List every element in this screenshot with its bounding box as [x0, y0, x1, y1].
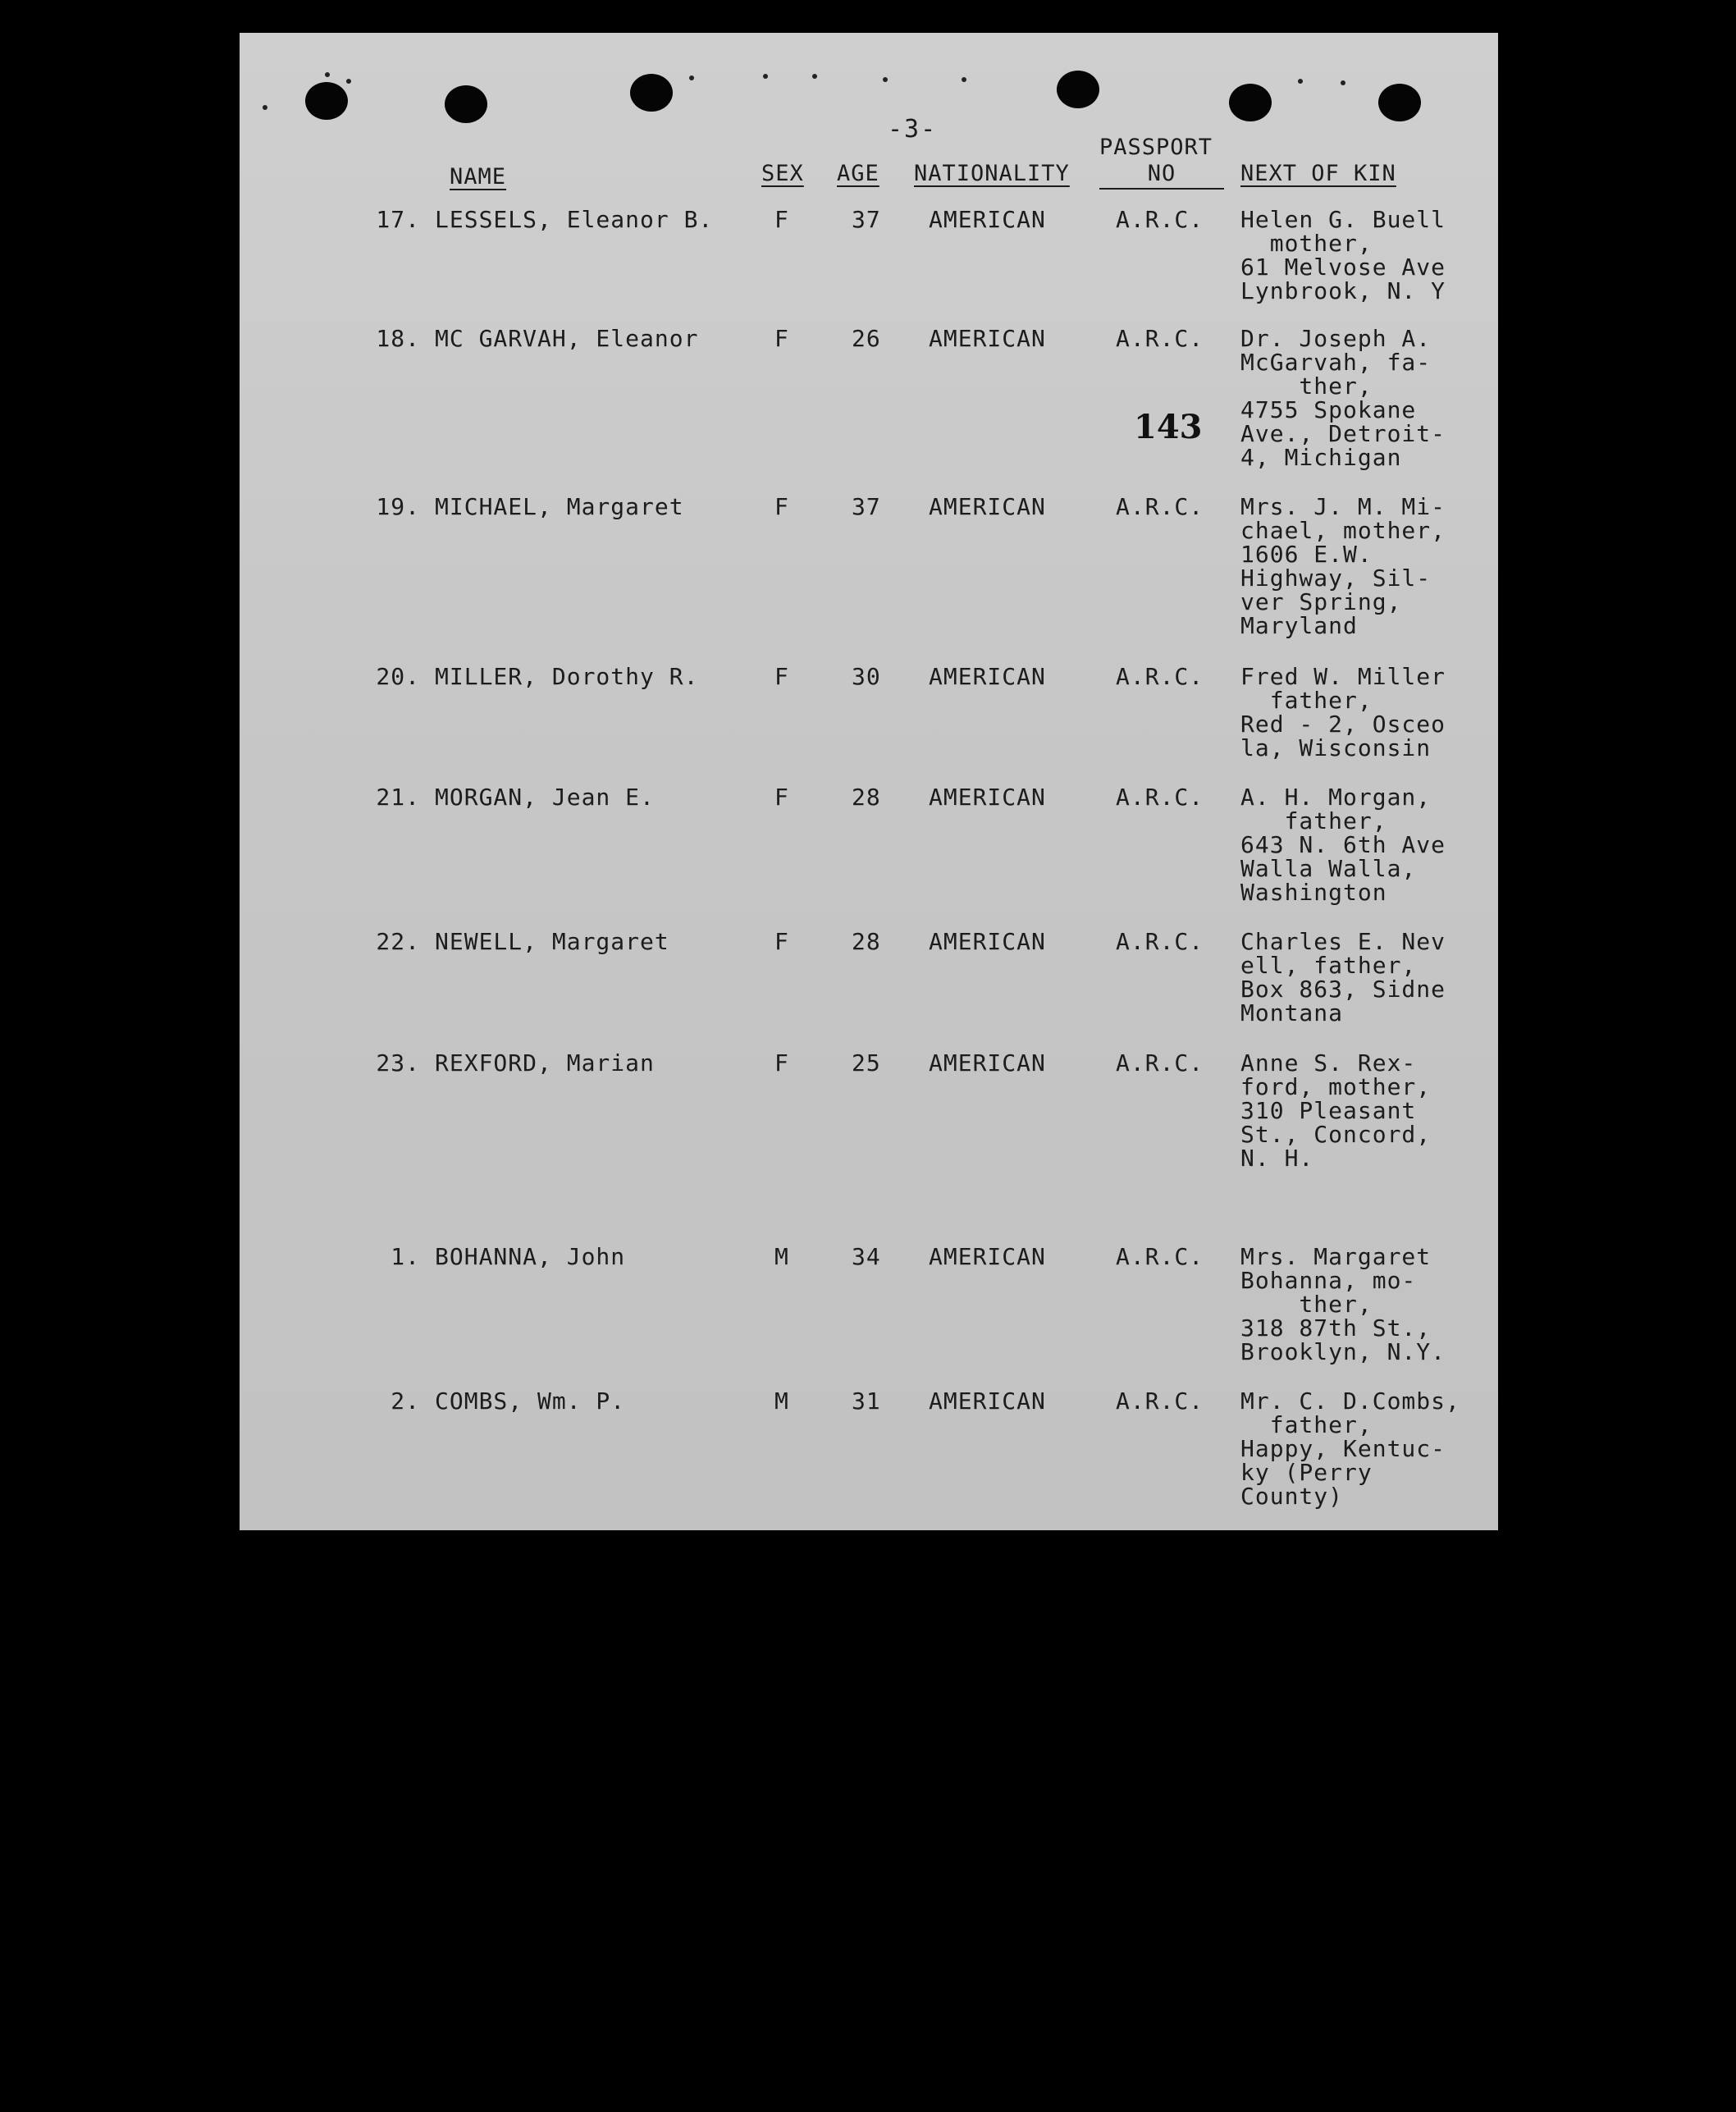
cell-passport: A.R.C.	[1116, 325, 1204, 352]
cell-num: 22.	[376, 928, 420, 955]
cell-age: 31	[852, 1387, 881, 1415]
cell-kin: A. H. Morgan, father, 643 N. 6th Ave Walla Walla, Washington	[1240, 784, 1446, 906]
cell-sex: F	[774, 663, 789, 690]
punch-hole	[1057, 71, 1099, 108]
cell-nationality: AMERICAN	[929, 206, 1046, 233]
cell-num: 20.	[376, 663, 420, 690]
ink-speck	[263, 105, 267, 110]
cell-sex: F	[774, 784, 789, 811]
cell-passport: A.R.C.	[1116, 206, 1204, 233]
ink-speck	[325, 72, 330, 77]
cell-age: 26	[852, 325, 881, 352]
cell-name: COMBS, Wm. P.	[435, 1387, 626, 1415]
ink-speck	[1298, 79, 1303, 84]
cell-kin: Helen G. Buell mother, 61 Melvose Ave Lynbrook, N. Y	[1240, 206, 1446, 304]
cell-sex: F	[774, 206, 789, 233]
header-passport-no: NO	[1099, 161, 1224, 190]
cell-sex: F	[774, 1049, 789, 1077]
cell-name: LESSELS, Eleanor B.	[435, 206, 714, 233]
cell-name: REXFORD, Marian	[435, 1049, 655, 1077]
cell-nationality: AMERICAN	[929, 928, 1046, 955]
cell-num: 18.	[376, 325, 420, 352]
cell-sex: F	[774, 928, 789, 955]
cell-sex: M	[774, 1387, 789, 1415]
cell-num: 17.	[376, 206, 420, 233]
ink-speck	[812, 74, 817, 79]
cell-num: 2.	[391, 1387, 420, 1415]
header-age: AGE	[837, 161, 879, 186]
cell-kin: Dr. Joseph A. McGarvah, fa- ther, 4755 Spokane Ave., Detroit- 4, Michigan	[1240, 325, 1446, 471]
cell-sex: F	[774, 325, 789, 352]
ink-speck	[763, 74, 768, 79]
cell-nationality: AMERICAN	[929, 1049, 1046, 1077]
cell-sex: M	[774, 1243, 789, 1270]
cell-nationality: AMERICAN	[929, 663, 1046, 690]
cell-passport: A.R.C.	[1116, 493, 1204, 520]
punch-hole	[1378, 84, 1421, 121]
cell-passport: A.R.C.	[1116, 1243, 1204, 1270]
cell-num: 21.	[376, 784, 420, 811]
header-nationality: NATIONALITY	[914, 161, 1070, 186]
punch-hole	[445, 85, 487, 123]
cell-nationality: AMERICAN	[929, 325, 1046, 352]
cell-name: MORGAN, Jean E.	[435, 784, 655, 811]
header-next-of-kin: NEXT OF KIN	[1240, 161, 1396, 186]
cell-kin: Fred W. Miller father, Red - 2, Osceo la, Wisconsin	[1240, 663, 1446, 761]
cell-passport: A.R.C.	[1116, 1049, 1204, 1077]
cell-name: BOHANNA, John	[435, 1243, 626, 1270]
cell-name: MC GARVAH, Eleanor	[435, 325, 699, 352]
cell-passport: A.R.C.	[1116, 928, 1204, 955]
ink-speck	[962, 77, 966, 82]
cell-age: 25	[852, 1049, 881, 1077]
punch-hole	[305, 82, 348, 120]
page-number: -3-	[888, 115, 938, 144]
cell-num: 19.	[376, 493, 420, 520]
cell-kin: Charles E. Nev ell, father, Box 863, Sidne Montana	[1240, 928, 1446, 1026]
cell-nationality: AMERICAN	[929, 784, 1046, 811]
cell-passport: A.R.C.	[1116, 784, 1204, 811]
cell-sex: F	[774, 493, 789, 520]
cell-age: 30	[852, 663, 881, 690]
document-page	[240, 33, 1498, 1530]
cell-kin: Mrs. J. M. Mi- chael, mother, 1606 E.W. Highway, Sil- ver Spring, Maryland	[1240, 493, 1446, 639]
cell-age: 37	[852, 493, 881, 520]
cell-passport: A.R.C.	[1116, 1387, 1204, 1415]
cell-nationality: AMERICAN	[929, 1243, 1046, 1270]
cell-name: MILLER, Dorothy R.	[435, 663, 699, 690]
header-name: NAME	[450, 164, 507, 190]
cell-passport: A.R.C.	[1116, 663, 1204, 690]
header-passport: PASSPORT	[1099, 135, 1213, 160]
cell-kin: Mr. C. D.Combs, father, Happy, Kentuc- ky (Perry County)	[1240, 1387, 1460, 1510]
cell-kin: Anne S. Rex- ford, mother, 310 Pleasant St., Concord, N. H.	[1240, 1049, 1432, 1172]
ink-speck	[346, 79, 351, 84]
cell-age: 28	[852, 784, 881, 811]
cell-nationality: AMERICAN	[929, 493, 1046, 520]
cell-nationality: AMERICAN	[929, 1387, 1046, 1415]
cell-num: 23.	[376, 1049, 420, 1077]
cell-name: NEWELL, Margaret	[435, 928, 669, 955]
stamp-number: 143	[1134, 408, 1203, 446]
cell-age: 34	[852, 1243, 881, 1270]
cell-age: 37	[852, 206, 881, 233]
cell-name: MICHAEL, Margaret	[435, 493, 684, 520]
cell-age: 28	[852, 928, 881, 955]
ink-speck	[689, 75, 694, 80]
ink-speck	[883, 77, 888, 82]
punch-hole	[1229, 84, 1272, 121]
header-sex: SEX	[761, 161, 804, 186]
ink-speck	[1341, 80, 1345, 85]
punch-hole	[630, 74, 673, 112]
cell-num: 1.	[391, 1243, 420, 1270]
cell-kin: Mrs. Margaret Bohanna, mo- ther, 318 87th St., Brooklyn, N.Y.	[1240, 1243, 1446, 1365]
